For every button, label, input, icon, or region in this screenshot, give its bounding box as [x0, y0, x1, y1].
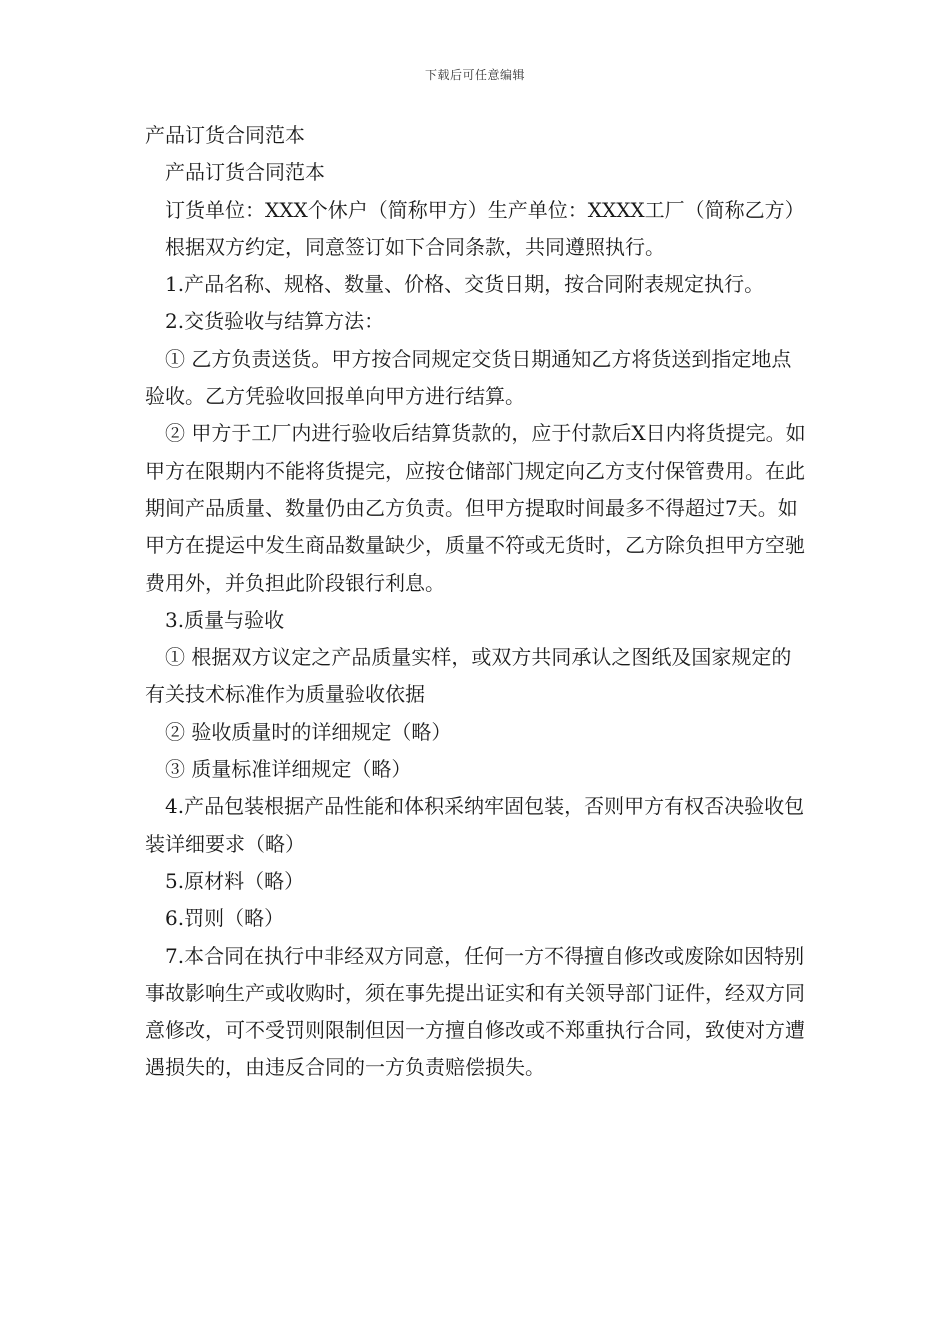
clause-3-item-2: ② 验收质量时的详细规定（略）: [165, 719, 452, 744]
clause-5: 5.原材料（略）: [165, 868, 305, 893]
clause-4: 4.产品包装根据产品性能和体积采纳牢固包装，否则甲方有权否决验收包装详细要求（略）: [145, 794, 805, 856]
agreement-paragraph: 根据双方约定，同意签订如下合同条款，共同遵照执行。: [165, 234, 665, 259]
document-body: [145, 117, 810, 1087]
clause-3-item-3: ③ 质量标准详细规定（略）: [165, 757, 412, 782]
header-note: 下载后可任意编辑: [424, 68, 525, 82]
parties-paragraph: 订货单位：XXX个休户（简称甲方）生产单位：XXXX工厂（简称乙方）: [165, 197, 805, 222]
clause-1: 1.产品名称、规格、数量、价格、交货日期，按合同附表规定执行。: [165, 272, 765, 297]
clause-7: 7.本合同在执行中非经双方同意，任何一方不得擅自修改或废除如因特别事故影响生产或收购时，须在事先提出证实和有关领导部门证件，经双方同意修改，可不受罚则限制但因一方擅自修改或不郑重执行合同，致使对方遭遇损失的，由违反合同的一方负责赔偿损失。: [145, 943, 805, 1080]
document-title: 产品订货合同范本: [145, 123, 305, 147]
clause-2-item-1: ① 乙方负责送货。甲方按合同规定交货日期通知乙方将货送到指定地点验收。乙方凭验收回报单向甲方进行结算。: [145, 346, 792, 409]
subtitle-paragraph: 产品订货合同范本: [165, 160, 325, 185]
clause-3-item-1: ① 根据双方议定之产品质量实样，或双方共同承认之图纸及国家规定的有关技术标准作为质量验收依据: [145, 645, 792, 707]
clause-2-heading: 2.交货验收与结算方法：: [165, 309, 385, 334]
clause-2-item-2: ② 甲方于工厂内进行验收后结算货款的，应于付款后X日内将货提完。如甲方在限期内不能将货提完，应按仓储部门规定向乙方支付保管费用。在此期间产品质量、数量仍由乙方负责。但甲方提取时间最多不得超过7天。如甲方在提运中发生商品数量缺少，质量不符或无货时，乙方除负担甲方空驰费用外，并负担此阶段银行利息。: [145, 421, 806, 595]
clause-6: 6.罚则（略）: [165, 906, 285, 931]
clause-3-heading: 3.质量与验收: [165, 607, 285, 632]
